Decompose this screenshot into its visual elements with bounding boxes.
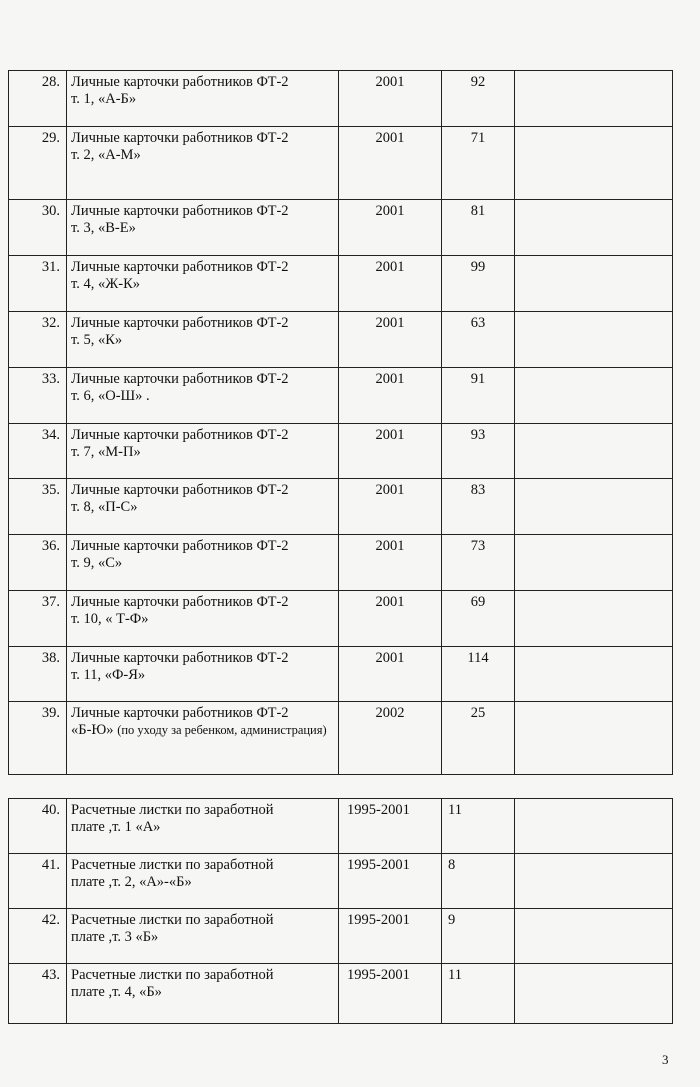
record-title-line2-text: плате ,т. 4, «Б» xyxy=(71,984,162,1000)
record-title-line2 xyxy=(71,819,334,836)
record-count: 11 xyxy=(442,964,515,1024)
record-remarks-cell xyxy=(515,127,673,200)
record-title-line1: Личные карточки работников ФТ-2 xyxy=(71,427,289,443)
row-number: 38. xyxy=(9,647,67,702)
record-title xyxy=(67,127,339,200)
record-title-line2 xyxy=(71,499,334,516)
row-number: 41. xyxy=(9,854,67,909)
record-remarks-cell xyxy=(515,200,673,256)
table-row xyxy=(9,200,673,256)
record-remarks-cell xyxy=(515,368,673,424)
record-note: (по уходу за ребенком, администрация) xyxy=(117,723,327,737)
record-title-line2-text: т. 8, «П-С» xyxy=(71,499,138,515)
record-count: 114 xyxy=(442,647,515,702)
row-number: 39. xyxy=(9,702,67,775)
record-remarks-cell xyxy=(515,71,673,127)
record-years: 2001 xyxy=(339,591,442,647)
record-title-line2 xyxy=(71,929,334,946)
table-row xyxy=(9,424,673,479)
table-row xyxy=(9,647,673,702)
page-number: 3 xyxy=(662,1052,669,1067)
table-row xyxy=(9,854,673,909)
table-row xyxy=(9,312,673,368)
row-number: 43. xyxy=(9,964,67,1024)
record-remarks-cell xyxy=(515,799,673,854)
record-title-line2 xyxy=(71,147,334,164)
record-title xyxy=(67,647,339,702)
record-count: 71 xyxy=(442,127,515,200)
record-title xyxy=(67,479,339,535)
record-remarks-cell xyxy=(515,424,673,479)
record-title-line1: Личные карточки работников ФТ-2 xyxy=(71,315,289,331)
record-title-line1: Личные карточки работников ФТ-2 xyxy=(71,259,289,275)
record-remarks-cell xyxy=(515,535,673,591)
record-title-line1: Личные карточки работников ФТ-2 xyxy=(71,371,289,387)
record-title-line2-text: т. 11, «Ф-Я» xyxy=(71,667,146,683)
record-count: 69 xyxy=(442,591,515,647)
record-count: 81 xyxy=(442,200,515,256)
record-title-line2 xyxy=(71,874,334,891)
table-row xyxy=(9,256,673,312)
record-count: 11 xyxy=(442,799,515,854)
row-number: 36. xyxy=(9,535,67,591)
record-count: 25 xyxy=(442,702,515,775)
record-title-line1: Личные карточки работников ФТ-2 xyxy=(71,130,289,146)
row-number: 42. xyxy=(9,909,67,964)
record-title xyxy=(67,591,339,647)
records-table-1 xyxy=(8,70,673,775)
record-title xyxy=(67,909,339,964)
record-title-line2 xyxy=(71,667,334,684)
record-title-line1: Личные карточки работников ФТ-2 xyxy=(71,594,289,610)
table-row xyxy=(9,702,673,775)
record-years: 2001 xyxy=(339,200,442,256)
record-title xyxy=(67,854,339,909)
record-remarks-cell xyxy=(515,647,673,702)
table-row xyxy=(9,799,673,854)
record-years: 2001 xyxy=(339,71,442,127)
record-remarks-cell xyxy=(515,964,673,1024)
record-remarks-cell xyxy=(515,909,673,964)
record-title xyxy=(67,424,339,479)
record-years: 1995-2001 xyxy=(339,854,442,909)
record-title-line1: Личные карточки работников ФТ-2 xyxy=(71,203,289,219)
record-title-line2 xyxy=(71,388,334,405)
record-title-line2 xyxy=(71,91,334,108)
record-count: 9 xyxy=(442,909,515,964)
record-title-line2-text: плате ,т. 1 «А» xyxy=(71,819,161,835)
record-title-line2-text: т. 2, «А-М» xyxy=(71,147,141,163)
record-title xyxy=(67,368,339,424)
record-title-line1: Личные карточки работников ФТ-2 xyxy=(71,74,289,90)
record-years: 2001 xyxy=(339,312,442,368)
record-title xyxy=(67,200,339,256)
record-title-line1: Личные карточки работников ФТ-2 xyxy=(71,482,289,498)
record-title-line1: Личные карточки работников ФТ-2 xyxy=(71,650,289,666)
record-title xyxy=(67,71,339,127)
record-count: 8 xyxy=(442,854,515,909)
record-years: 2001 xyxy=(339,479,442,535)
table-row xyxy=(9,591,673,647)
record-count: 93 xyxy=(442,424,515,479)
record-count: 91 xyxy=(442,368,515,424)
record-title-line2 xyxy=(71,332,334,349)
record-count: 73 xyxy=(442,535,515,591)
record-count: 99 xyxy=(442,256,515,312)
record-count: 63 xyxy=(442,312,515,368)
row-number: 31. xyxy=(9,256,67,312)
record-years: 1995-2001 xyxy=(339,964,442,1024)
row-number: 35. xyxy=(9,479,67,535)
record-title-line1: Личные карточки работников ФТ-2 xyxy=(71,538,289,554)
record-title xyxy=(67,256,339,312)
record-title-line2-text: т. 7, «М-П» xyxy=(71,444,141,460)
record-title-line2 xyxy=(71,611,334,628)
record-title-line2-text: плате ,т. 3 «Б» xyxy=(71,929,159,945)
record-title-line2-text: т. 1, «А-Б» xyxy=(71,91,137,107)
row-number: 28. xyxy=(9,71,67,127)
record-title-line2-text: плате ,т. 2, «А»-«Б» xyxy=(71,874,192,890)
record-title-line1: Личные карточки работников ФТ-2 xyxy=(71,705,289,721)
row-number: 37. xyxy=(9,591,67,647)
record-count: 92 xyxy=(442,71,515,127)
records-table-2-body xyxy=(9,799,673,1024)
record-years: 2001 xyxy=(339,535,442,591)
record-years: 2001 xyxy=(339,256,442,312)
record-title-line1: Расчетные листки по заработной xyxy=(71,912,274,928)
record-title-line2 xyxy=(71,444,334,461)
record-years: 2002 xyxy=(339,702,442,775)
record-years: 2001 xyxy=(339,127,442,200)
row-number: 30. xyxy=(9,200,67,256)
record-remarks-cell xyxy=(515,256,673,312)
record-years: 1995-2001 xyxy=(339,909,442,964)
record-remarks-cell xyxy=(515,312,673,368)
row-number: 32. xyxy=(9,312,67,368)
table-row xyxy=(9,964,673,1024)
record-title xyxy=(67,702,339,775)
record-title-line2-text: т. 6, «О-Ш» . xyxy=(71,388,150,404)
record-title xyxy=(67,964,339,1024)
record-years: 1995-2001 xyxy=(339,799,442,854)
record-title-line2-text: т. 10, « Т-Ф» xyxy=(71,611,149,627)
record-title-line2-text: т. 5, «К» xyxy=(71,332,123,348)
record-title-line2 xyxy=(71,276,334,293)
record-title-line1: Расчетные листки по заработной xyxy=(71,857,274,873)
record-title-line1: Расчетные листки по заработной xyxy=(71,967,274,983)
row-number: 33. xyxy=(9,368,67,424)
row-number: 34. xyxy=(9,424,67,479)
record-title xyxy=(67,535,339,591)
record-count: 83 xyxy=(442,479,515,535)
table-row xyxy=(9,127,673,200)
record-title xyxy=(67,799,339,854)
table-row xyxy=(9,368,673,424)
records-table-1-body xyxy=(9,71,673,775)
record-title xyxy=(67,312,339,368)
record-remarks-cell xyxy=(515,702,673,775)
row-number: 29. xyxy=(9,127,67,200)
record-title-line2-text: т. 4, «Ж-К» xyxy=(71,276,140,292)
table-row xyxy=(9,479,673,535)
record-years: 2001 xyxy=(339,647,442,702)
record-years: 2001 xyxy=(339,368,442,424)
record-remarks-cell xyxy=(515,854,673,909)
record-title-line2-text: т. 9, «С» xyxy=(71,555,123,571)
record-title-line2 xyxy=(71,722,334,739)
row-number: 40. xyxy=(9,799,67,854)
record-title-line2-text: «Б-Ю» xyxy=(71,722,114,738)
record-remarks-cell xyxy=(515,591,673,647)
record-title-line2-text: т. 3, «В-Е» xyxy=(71,220,136,236)
records-table-2 xyxy=(8,798,673,1024)
record-years: 2001 xyxy=(339,424,442,479)
record-remarks-cell xyxy=(515,479,673,535)
record-title-line1: Расчетные листки по заработной xyxy=(71,802,274,818)
record-title-line2 xyxy=(71,984,334,1001)
record-title-line2 xyxy=(71,220,334,237)
table-row xyxy=(9,71,673,127)
record-title-line2 xyxy=(71,555,334,572)
table-row xyxy=(9,909,673,964)
table-row xyxy=(9,535,673,591)
